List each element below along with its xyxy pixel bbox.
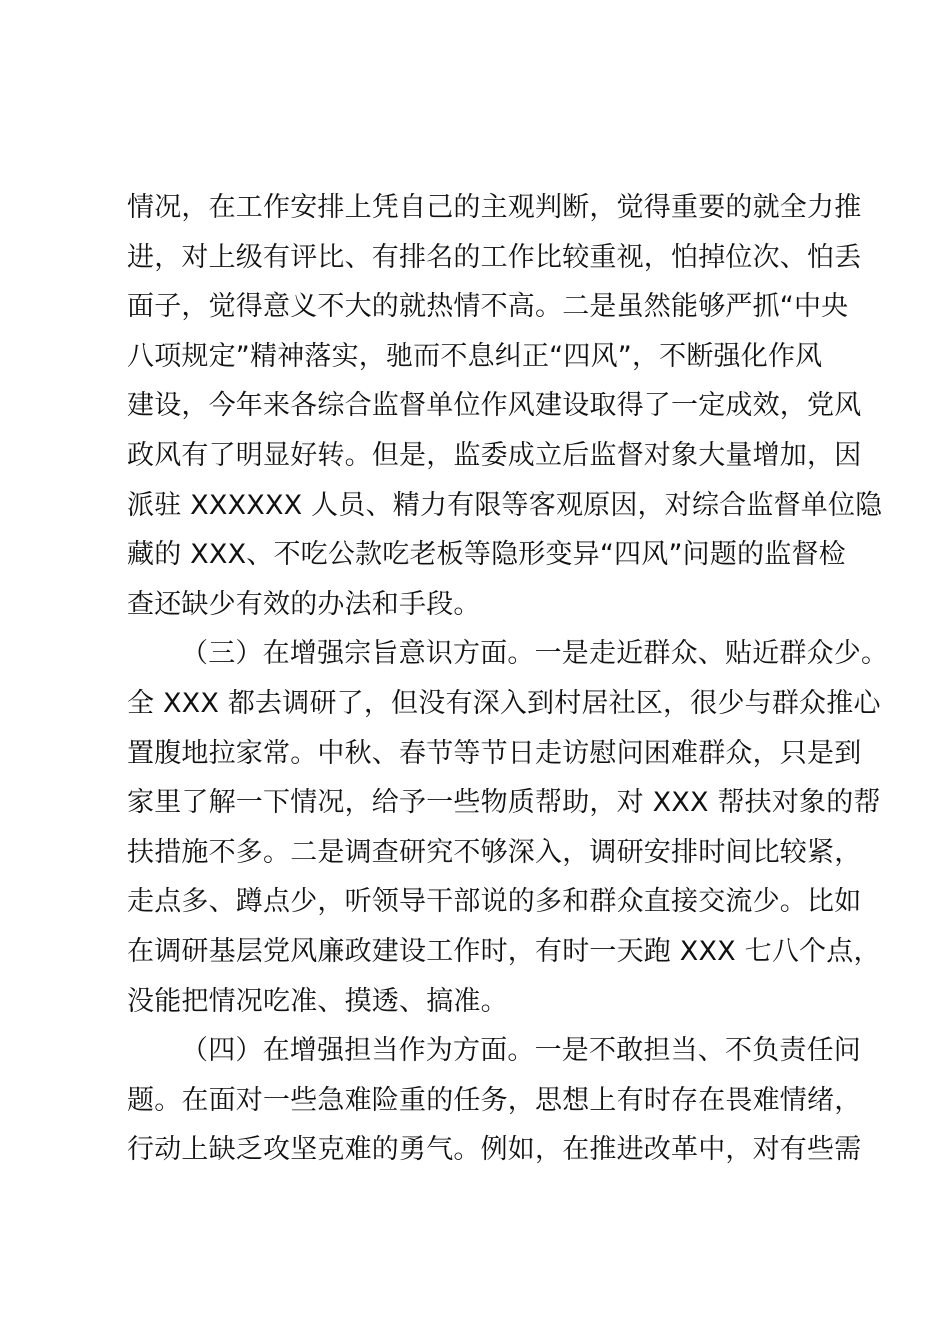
text-line: 行动上缺乏攻坚克难的勇气。例如，在推进改革中，对有些需: [127, 1134, 862, 1166]
text-line: 建设，今年来各综合监督单位作风建设取得了一定成效，党风: [127, 390, 862, 422]
text-line: 情况，在工作安排上凭自己的主观判断，觉得重要的就全力推: [127, 192, 862, 223]
text-line: 扶措施不多。二是调查研究不够深入，调研安排时间比较紧，: [127, 836, 862, 868]
text-line: 藏的 XXX、不吃公款吃老板等隐形变异“四风”问题的监督检: [127, 539, 846, 571]
text-line: 没能把情况吃准、摸透、搞准。: [127, 985, 508, 1017]
text-line: 派驻 XXXXXX 人员、精力有限等客观原因，对综合监督单位隐: [127, 489, 883, 521]
text-line: 政风有了明显好转。但是，监委成立后监督对象大量增加，因: [127, 439, 862, 471]
text-line: 题。在面对一些急难险重的任务，思想上有时存在畏难情绪，: [127, 1084, 862, 1116]
text-line: 家里了解一下情况，给予一些物质帮助，对 XXX 帮扶对象的帮: [127, 787, 881, 819]
section-heading-line: （四）在增强担当作为方面。一是不敢担当、不负责任问: [181, 1035, 861, 1067]
section-heading-line: （三）在增强宗旨意识方面。一是走近群众、贴近群众少。: [181, 638, 889, 670]
text-line: 置腹地拉家常。中秋、春节等节日走访慰问困难群众，只是到: [127, 737, 862, 769]
text-line: 走点多、蹲点少，听领导干部说的多和群众直接交流少。比如: [127, 886, 862, 918]
text-line: 在调研基层党风廉政建设工作时，有时一天跑 XXX 七八个点，: [127, 935, 881, 967]
text-line: 查还缺少有效的办法和手段。: [127, 588, 481, 620]
text-line: 进，对上级有评比、有排名的工作比较重视，怕掉位次、怕丢: [127, 241, 862, 273]
text-line: 全 XXX 都去调研了，但没有深入到村居社区，很少与群众推心: [127, 687, 881, 719]
text-line: 面子，觉得意义不大的就热情不高。二是虽然能够严抓“中央: [127, 291, 849, 323]
body-text: [127, 183, 889, 1175]
text-line: 八项规定”精神落实，驰而不息纠正“四风”，不断强化作风: [127, 340, 823, 372]
